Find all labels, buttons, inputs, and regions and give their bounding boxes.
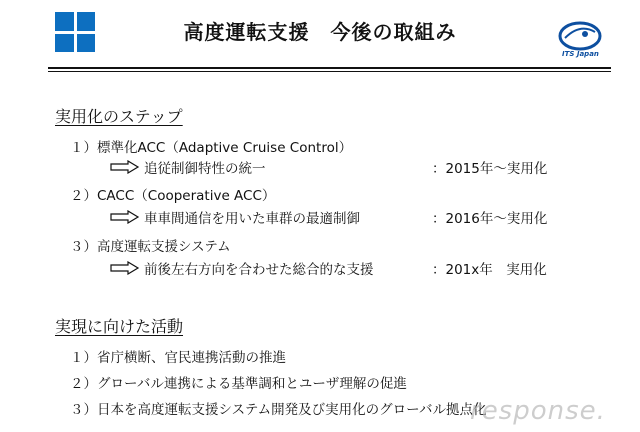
header-divider: [48, 67, 611, 69]
step-detail-text: 車車間通信を用いた車群の最適制御: [144, 211, 360, 227]
header-divider: [48, 71, 611, 72]
section-heading-activities: 実現に向けた活動: [55, 317, 184, 336]
step-item: ２）CACC（Cooperative ACC）: [70, 188, 276, 204]
arrow-right-icon: [110, 160, 140, 174]
step-item: １）標準化ACC（Adaptive Cruise Control）: [70, 140, 353, 156]
step-detail: [110, 258, 374, 278]
step-detail-text: 追従制御特性の統一: [144, 161, 266, 177]
step-detail-text: 前後左右方向を合わせた総合的な支援: [144, 262, 374, 278]
activity-item: ２）グローバル連携による基準調和とユーザ理解の促進: [70, 376, 407, 392]
step-timeline: ：2015年～実用化: [432, 161, 548, 177]
watermark-logo: response.: [470, 396, 606, 426]
step-item: ３）高度運転支援システム: [70, 239, 231, 255]
page-title: 高度運転支援 今後の取組み: [183, 20, 457, 44]
activity-item: ３）日本を高度運転支援システム開発及び実用化のグローバル拠点化: [70, 402, 487, 418]
arrow-right-icon: [110, 210, 140, 224]
its-japan-brand: ITS Japan: [562, 50, 599, 58]
step-detail: [110, 207, 360, 227]
activity-item: １）省庁横断、官民連携活動の推進: [70, 350, 286, 366]
arrow-right-icon: [110, 261, 140, 275]
step-timeline: ：2016年～実用化: [432, 211, 548, 227]
step-detail: [110, 157, 266, 177]
section-heading-steps: 実用化のステップ: [55, 107, 183, 126]
step-timeline: ：201x年 実用化: [432, 262, 547, 278]
